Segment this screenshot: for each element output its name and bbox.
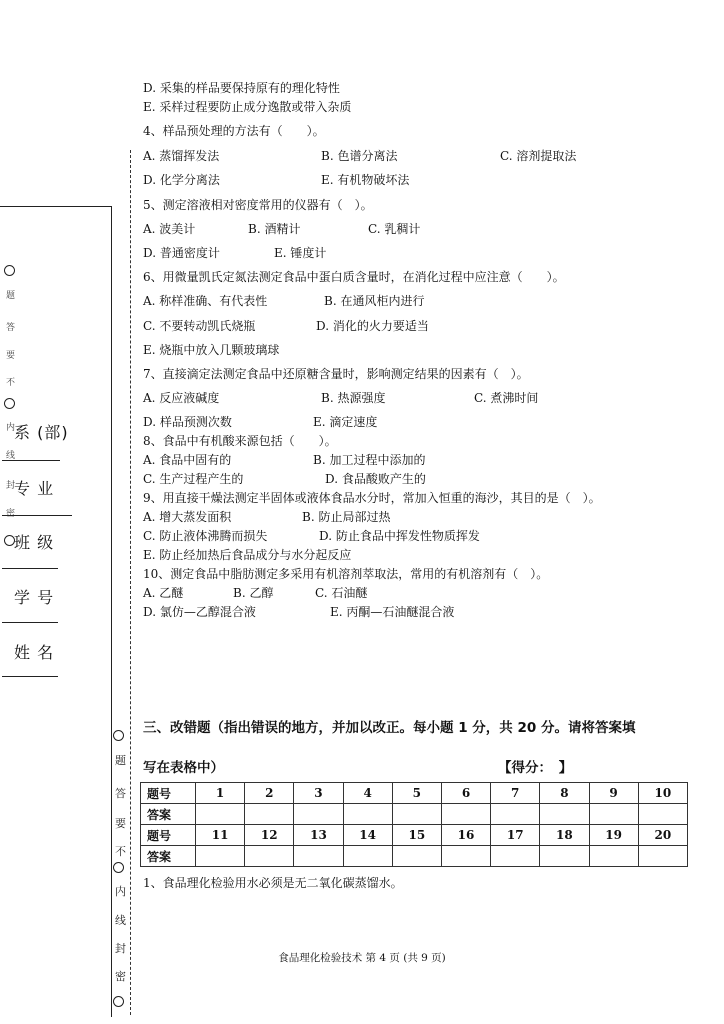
seal-char: 答 [6,323,16,333]
question-number-cell: 18 [540,825,589,846]
q7-option-a: A. 反应液碱度 [143,391,220,405]
q4-option-b: B. 色谱分离法 [321,149,398,163]
answer-cell[interactable] [196,804,245,825]
cut-line [130,150,131,1015]
seal-circle-icon [113,730,124,741]
answer-cell[interactable] [638,804,687,825]
question-number-cell: 7 [491,783,540,804]
q7-option-d: D. 样品预测次数 [143,415,232,429]
answer-cell[interactable] [589,804,638,825]
field-student-id: 学 号 [14,588,55,607]
field-line [2,676,58,677]
q9-option-d: D. 防止食品中挥发性物质挥发 [319,529,480,543]
question-number-cell: 1 [196,783,245,804]
question-number-cell: 20 [638,825,687,846]
seal-char: 答 [115,787,126,800]
question-number-cell: 6 [441,783,490,804]
answer-cell[interactable] [589,846,638,867]
section3-item-1: 1、食品理化检验用水必须是无二氧化碳蒸馏水。 [143,876,403,890]
table-row [141,804,688,825]
seal-char: 线 [6,451,16,461]
q4-option-d: D. 化学分离法 [143,173,220,187]
q8-option-a: A. 食品中固有的 [143,453,232,467]
seal-circle-icon [113,862,124,873]
question-number-cell: 8 [540,783,589,804]
q3-option-d: D. 采集的样品要保持原有的理化特性 [143,81,340,95]
q6-stem: 6、用微量凯氏定氮法测定食品中蛋白质含量时，在消化过程中应注意（ ）。 [143,270,565,284]
field-line [2,460,60,461]
q8-option-d: D. 食品酸败产生的 [325,472,426,486]
page-footer: 食品理化检验技术 第 4 页 (共 9 页) [278,952,446,964]
question-number-cell: 11 [196,825,245,846]
score-label: 【得分： 】 [498,760,573,776]
q5-stem: 5、测定溶液相对密度常用的仪器有（ ）。 [143,198,373,212]
q5-option-a: A. 波美计 [143,222,196,236]
answer-cell[interactable] [392,846,441,867]
field-line [2,568,58,569]
seal-char: 封 [115,942,126,955]
q7-option-b: B. 热源强度 [321,391,386,405]
question-number-cell: 4 [343,783,392,804]
question-number-cell: 12 [245,825,294,846]
field-line [2,622,58,623]
q6-option-b: B. 在通风柜内进行 [324,294,425,308]
seal-circle-icon [4,398,15,409]
question-number-cell: 15 [392,825,441,846]
answer-cell[interactable] [491,804,540,825]
q9-option-b: B. 防止局部过热 [302,510,391,524]
q10-option-b: B. 乙醇 [233,586,274,600]
q5-option-b: B. 酒精计 [248,222,301,236]
q4-option-c: C. 溶剂提取法 [500,149,577,163]
q4-option-a: A. 蒸馏挥发法 [143,149,220,163]
question-number-cell: 17 [491,825,540,846]
answer-cell[interactable] [294,846,343,867]
q3-option-e: E. 采样过程要防止成分逸散或带入杂质 [143,100,352,114]
row-label-ans: 答案 [141,804,196,825]
q7-stem: 7、直接滴定法测定食品中还原糖含量时，影响测定结果的因素有（ ）。 [143,367,529,381]
answer-cell[interactable] [196,846,245,867]
seal-char: 要 [115,817,126,830]
q9-option-e: E. 防止经加热后食品成分与水分起反应 [143,548,352,562]
seal-char: 密 [115,970,126,983]
q10-option-c: C. 石油醚 [315,586,368,600]
field-line [2,515,72,516]
question-number-cell: 3 [294,783,343,804]
section3-heading-cont: 写在表格中） [143,760,224,776]
q5-option-e: E. 锤度计 [274,246,327,260]
q7-option-e: E. 滴定速度 [313,415,378,429]
binding-sidebar [0,206,112,1017]
table-row [141,825,688,846]
question-number-cell: 19 [589,825,638,846]
answer-cell[interactable] [441,846,490,867]
q10-option-e: E. 丙酮—石油醚混合液 [330,605,455,619]
answer-cell[interactable] [294,804,343,825]
answer-cell[interactable] [491,846,540,867]
field-major: 专 业 [14,479,55,498]
q6-option-e: E. 烧瓶中放入几颗玻璃球 [143,343,280,357]
seal-char: 线 [115,914,126,927]
answer-cell[interactable] [638,846,687,867]
q9-option-c: C. 防止液体沸腾而损失 [143,529,268,543]
q4-option-e: E. 有机物破坏法 [321,173,410,187]
answer-cell[interactable] [343,804,392,825]
field-class: 班 级 [14,533,55,552]
row-label-num: 题号 [141,783,196,804]
question-number-cell: 14 [343,825,392,846]
seal-char: 题 [115,754,126,767]
q8-option-c: C. 生产过程产生的 [143,472,244,486]
row-label-num: 题号 [141,825,196,846]
seal-char: 不 [6,378,16,388]
field-name: 姓 名 [14,643,55,662]
answer-cell[interactable] [441,804,490,825]
q4-stem: 4、样品预处理的方法有（ ）。 [143,124,325,138]
question-number-cell: 9 [589,783,638,804]
q10-option-a: A. 乙醚 [143,586,184,600]
answer-cell[interactable] [245,804,294,825]
table-row [141,783,688,804]
answer-cell[interactable] [245,846,294,867]
q6-option-a: A. 称样准确、有代表性 [143,294,268,308]
question-number-cell: 10 [638,783,687,804]
question-number-cell: 2 [245,783,294,804]
q9-option-a: A. 增大蒸发面积 [143,510,232,524]
q10-stem: 10、测定食品中脂肪测定多采用有机溶剂萃取法，常用的有机溶剂有（ ）。 [143,567,549,581]
seal-char: 内 [115,885,126,898]
q8-option-b: B. 加工过程中添加的 [313,453,426,467]
answer-cell[interactable] [540,846,589,867]
q9-stem: 9、用直接干燥法测定半固体或液体食品水分时，常加入恒重的海沙，其目的是（ ）。 [143,491,601,505]
seal-char: 不 [115,845,126,858]
row-label-ans: 答案 [141,846,196,867]
q7-option-c: C. 煮沸时间 [474,391,539,405]
seal-char: 封 [6,481,16,491]
seal-char: 要 [6,351,16,361]
seal-circle-icon [4,265,15,276]
q8-stem: 8、食品中有机酸来源包括（ ）。 [143,434,337,448]
question-number-cell: 16 [441,825,490,846]
question-number-cell: 13 [294,825,343,846]
q6-option-c: C. 不要转动凯氏烧瓶 [143,319,256,333]
q5-option-d: D. 普通密度计 [143,246,220,260]
section3-heading: 三、改错题（指出错误的地方，并加以改正。每小题 1 分，共 20 分。请将答案填 [143,720,636,736]
q10-option-d: D. 氯仿—乙醇混合液 [143,605,256,619]
q6-option-d: D. 消化的火力要适当 [316,319,429,333]
table-row [141,846,688,867]
answer-table [140,782,688,867]
question-number-cell: 5 [392,783,441,804]
seal-circle-icon [113,996,124,1007]
q5-option-c: C. 乳稠计 [368,222,421,236]
answer-cell[interactable] [343,846,392,867]
seal-char: 密 [6,509,16,519]
answer-cell[interactable] [540,804,589,825]
seal-char: 内 [6,423,16,433]
seal-char: 题 [6,291,16,301]
answer-cell[interactable] [392,804,441,825]
field-department: 系 (部) [14,423,69,442]
